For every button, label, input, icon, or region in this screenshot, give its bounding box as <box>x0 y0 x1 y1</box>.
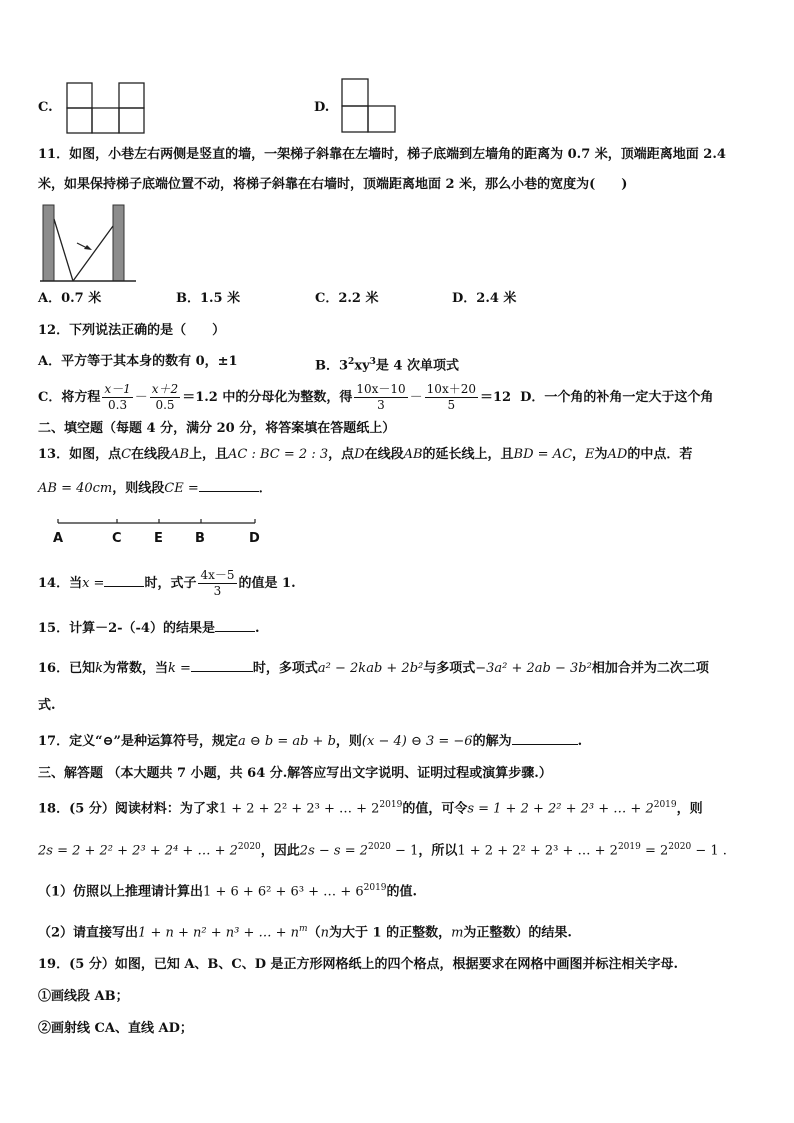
q15-stem: 15．计算－2-（-4）的结果是 . <box>38 621 260 636</box>
q11-option-a: A．0.7 米 <box>38 291 102 306</box>
answer-blank[interactable] <box>512 732 578 745</box>
q16-stem-line1: 16．已知k为常数，当k = 时，多项式a² − 2kab + 2b²与多项式−3a² + 2ab − 3b²相加合并为二次二项 <box>38 661 709 676</box>
q11-option-c: C．2.2 米 <box>315 291 379 306</box>
fraction: $\frac{x-1}{0.3}$ <box>104 382 131 412</box>
q19-item-1: ①画线段 AB； <box>38 989 129 1004</box>
q11-alley-figure <box>40 203 136 283</box>
q18-subquestion-1: （1）仿照以上推理请计算出1 + 6 + 6² + 6³ + … + $6^{2019}$的值. <box>38 883 418 900</box>
q18-subquestion-2: （2）请直接写出1 + n + n² + n³ + … + $n^m(n$为大于 1 的正整数，m为正整数）的结果. <box>38 924 572 941</box>
q10-option-c-label: C. <box>38 100 53 115</box>
point-label-a: A <box>53 531 64 546</box>
section-2-heading: 二、填空题（每题 4 分，满分 20 分，将答案填在答题纸上） <box>38 421 396 436</box>
q11-stem-line1: 11．如图，小巷左右两侧是竖直的墙，一架梯子斜靠在左墙时，梯子底端到左墙角的距离为 0.7 米，顶端距离地面 2.4 <box>38 147 726 162</box>
fraction: $\frac{x+2}{0.5}$ <box>151 382 179 412</box>
q18-line2: 2s = 2 + 2² + 2³ + 2⁴ + … + $2^{2020}$，因此$2s - s = 2^{2020} - 1$，所以1 + 2 + 2² + 2³ + … + $2^{2019} = 2^{2020} - 1$ . <box>38 842 727 859</box>
section-3-heading: 三、解答题 （本大题共 7 小题，共 64 分.解答应写出文字说明、证明过程或演算步骤.） <box>38 766 552 781</box>
q17-stem: 17．定义“⊖”是种运算符号，规定a ⊖ b = ab + b，则(x − 4) ⊖ 3 = −6的解为 . <box>38 734 583 749</box>
fraction: $\frac{10x-10}{3}$ <box>356 382 406 412</box>
q14-stem: 14．当x = 时，式子 $\frac{4x-5}{3}$ 的值是 1. <box>38 568 296 598</box>
q11-stem-line2: 米，如果保持梯子底端位置不动，将梯子斜靠在右墙时，顶端距离地面 2 米，那么小巷的宽度为( ) <box>38 177 628 192</box>
q12-option-c-d: C．将方程 $\frac{x-1}{0.3}$ － $\frac{x+2}{0.5}$ ＝1.2 中的分母化为整数，得 $\frac{10x-10}{3}$ － $\frac{10x+20}{5}$ ＝12 D．一个角的补角一定大于这个角 <box>38 382 714 412</box>
q18-line1: 18．(5 分）阅读材料：为了求1 + 2 + 2² + 2³ + … + $2^{2019}$的值，可令s = 1 + 2 + 2² + 2³ + … + $2^{2019}$，则 <box>38 800 703 817</box>
q19-item-2: ②画射线 CA、直线 AD； <box>38 1021 193 1036</box>
answer-blank[interactable] <box>191 659 253 672</box>
q10-option-d-label: D. <box>314 100 330 115</box>
q19-stem: 19．(5 分）如图，已知 A、B、C、D 是正方形网格纸上的四个格点，根据要求在网格中画图并标注相关字母. <box>38 957 679 972</box>
point-label-c: C <box>112 531 122 546</box>
q11-option-b: B．1.5 米 <box>176 291 241 306</box>
fraction: $\frac{10x+20}{5}$ <box>426 382 476 412</box>
fraction: $\frac{4x-5}{3}$ <box>200 568 235 598</box>
q13-stem-line2: AB = 40cm，则线段CE = ． <box>38 481 272 496</box>
q10-option-d-figure <box>341 78 397 134</box>
q13-stem-line1: 13．如图，点C在线段AB上，且AC : BC = 2 : 3，点D在线段AB的延长线上，且BD = AC，E为AD的中点．若 <box>38 447 693 462</box>
answer-blank[interactable] <box>215 619 255 632</box>
q12-option-a: A．平方等于其本身的数有 0，±1 <box>38 354 238 369</box>
point-label-b: B <box>195 531 205 546</box>
q13-segment-figure <box>50 515 265 529</box>
q11-option-d: D．2.4 米 <box>452 291 517 306</box>
q16-stem-line2: 式. <box>38 698 56 713</box>
q12-stem: 12．下列说法正确的是（ ） <box>38 323 226 338</box>
q10-option-c-figure <box>66 82 146 134</box>
answer-blank[interactable] <box>104 574 144 587</box>
answer-blank[interactable] <box>199 479 259 492</box>
point-label-e: E <box>154 531 163 546</box>
q12-option-b: B．$3^2xy^3$是 4 次单项式 <box>315 357 459 374</box>
point-label-d: D <box>249 531 260 546</box>
